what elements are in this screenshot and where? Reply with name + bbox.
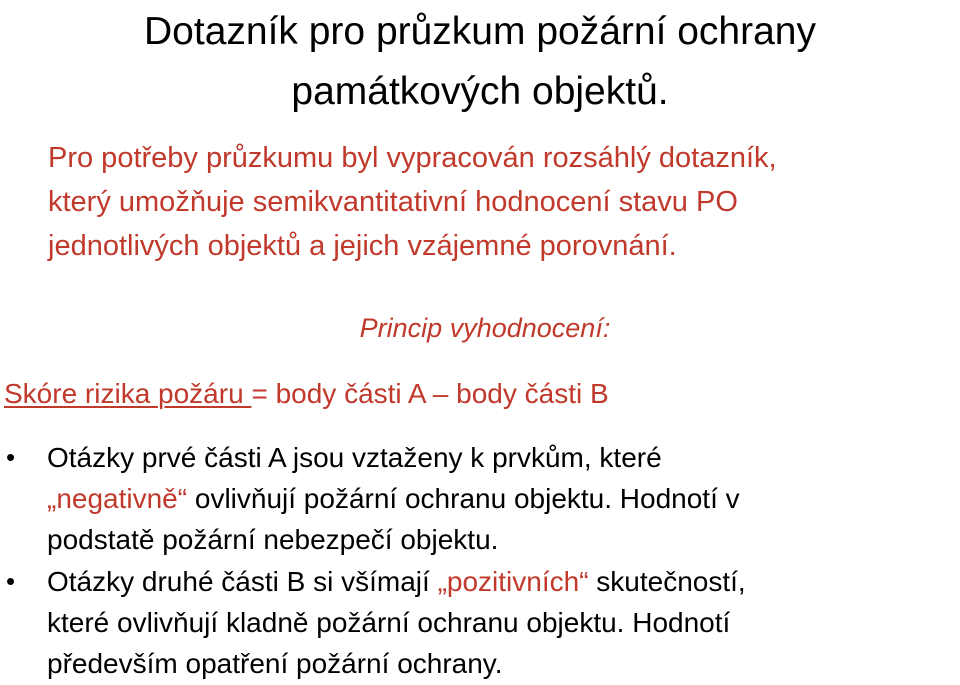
bullet-a-line-2-rest: ovlivňují požární ochranu objektu. Hodnotí v xyxy=(187,483,740,514)
bullet-a-line-2 xyxy=(47,478,960,519)
bullet-b-line-1-end: skutečností, xyxy=(588,566,746,597)
bullet-list xyxy=(0,437,960,685)
bullet-item-part-a xyxy=(0,437,960,560)
principle-heading: Princip vyhodnocení: xyxy=(359,313,611,343)
bullet-dot-icon: • xyxy=(6,442,16,472)
slide-title-line-1: Dotazník pro průzkum požární ochrany xyxy=(144,10,816,53)
bullet-b-line-3: především opatření požární ochrany. xyxy=(47,648,503,679)
score-formula-text: = body části A – body části B xyxy=(251,378,609,409)
score-term: Skóre rizika požáru xyxy=(4,378,252,409)
bullet-item-part-b xyxy=(0,561,960,684)
bullet-b-line-1-start: Otázky druhé části B si všímají xyxy=(47,566,438,597)
slide-title-line-2: památkových objektů. xyxy=(291,70,669,113)
bullet-b-quoted: „pozitivních“ xyxy=(437,566,589,597)
bullet-a-line-1: Otázky prvé části A jsou vztaženy k prvkům, které xyxy=(47,442,662,473)
bullet-a-quoted: „negativně“ xyxy=(47,483,188,514)
bullet-b-line-1 xyxy=(47,561,960,602)
bullet-a-line-3: podstatě požární nebezpečí objektu. xyxy=(47,524,499,555)
intro-line-1: Pro potřeby průzkumu byl vypracován rozsáhlý dotazník, xyxy=(48,142,777,174)
intro-paragraph xyxy=(48,136,948,268)
bullet-b-line-2: které ovlivňují kladně požární ochranu objektu. Hodnotí xyxy=(47,607,731,638)
intro-line-3: jednotlivých objektů a jejich vzájemné porovnání. xyxy=(48,230,677,262)
intro-line-2: který umožňuje semikvantitativní hodnocení stavu PO xyxy=(48,186,738,218)
slide-title xyxy=(0,2,960,122)
score-formula xyxy=(4,373,954,415)
bullet-dot-icon: • xyxy=(6,566,16,596)
